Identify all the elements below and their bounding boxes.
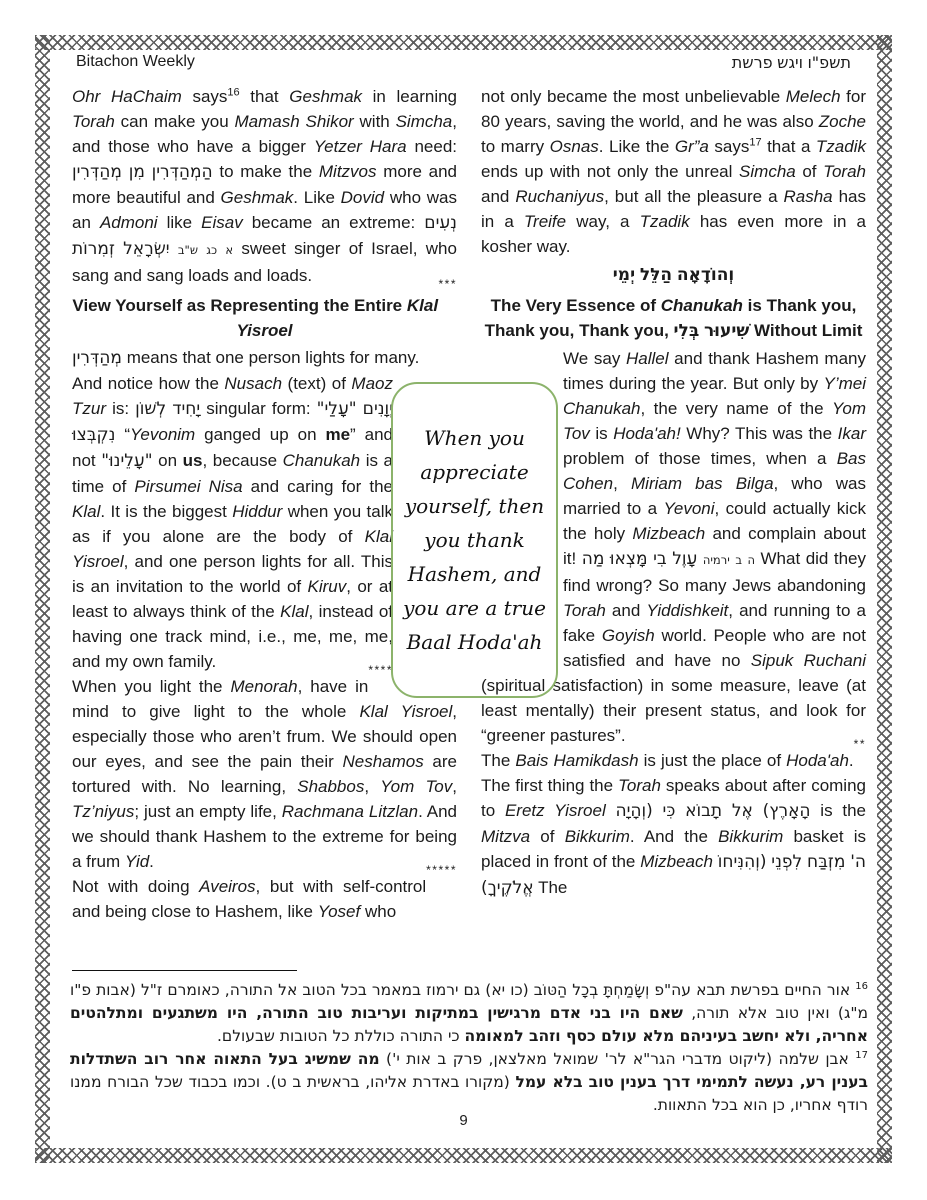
section-heading-essence-of-chanukah: The Very Essence of Chanukah is Thank you, Thank you, Thank you, בְּלִי שִׁיעוּר Without Limit [484,296,863,341]
paragraph-mehadrin-means: מְהַדְּרִין means that one person lights for many. [72,348,420,368]
footnote-separator [72,970,297,971]
page-number: 9 [459,1112,468,1129]
stitch-border-right [877,35,892,1163]
header-parsha-date: פרשת ויגש תשפ"ו [731,53,851,72]
paragraph-melech: not only became the most unbelievable Melech for 80 years, saving the world, and he was also Zoche to marry Osnas. Like the Gr”a says$^{17}$ that a Tzadik ends up with not only the unreal Simcha of Torah and Ruchaniyus, but all the pleasure a Rasha has in a Treife way, a Tzadik has even more in a kosher way. [481,87,867,256]
pull-quote-text: When you appreciate yourself, then you thank Hashem, and you are a true Baal Hoda'ah [403,426,546,654]
paragraph-maoz-tzur: And notice how the Nusach (text) of Maoz Tzur is: לְשׁוֹן יָחִיד singular form: "עָלַי" יְוָנִים נִקְבְּצוּ “Yevonim ganged up on me” and not "עָלֵינוּ" on us, because Chanukah is a time of Pirsumei Nisa and caring for the Klal. It is the biggest Hiddur when you talk as if you alone are the body of Klal Yisroel, and one person lights for all. This is an invitation to the world of Kiruv, or at least to always think of the Klal, instead of having one track mind, i.e., me, me, me, and my own family. **** [72,374,394,677]
footnote-area [70,970,868,1117]
pull-quote-box [391,382,558,698]
paragraph-bais-hamikdash: The Bais Hamikdash is just the place of Hoda'ah. The first thing the Torah speaks about after coming to Eretz Yisroel (וְהָיָה כִּי תָבוֹא אֶל הָאָרֶץ) is the Mitzva of Bikkurim. And the Bikkurim basket is placed in front of the Mizbeach (וְהִנִּיחוֹ לִפְנֵי מִזְבַּח ה' אֱלֹקֶיךָ) The [481,751,867,898]
paragraph-aveiros: Not with doing Aveiros, but with self-control and being close to Hashem, like Yosef who [72,877,427,921]
paragraph-we-say-hallel: We say Hallel and thank Hashem many times during the year. But only by Y’mei Chanukah, the very name of the Yom Tov is Hoda'ah! Why? This was the Ikar problem of those times, when a Bas Cohen, Miriam bas Bilga, who was married to a Yevoni, could actually kick the holy Mizbeach and complain about it! מַה מָּצְאוּ בִי עָוֶל ירמיה ב ה What did they find wrong? So many Jews abandoning Torah and Yiddishkeit, and running to a fake Goyish world. People who are not satisfied and have no Sipuk Ruchani (spiritual satisfaction) in some measure, leave (at least mentally) their present status, and look for “greener pastures”. ** [481,349,867,751]
stitch-border-top [35,35,892,50]
stitch-border-left [35,35,50,1163]
footnote-16: $^{16}$ אור החיים בפרשת תבא עה"פ וְשָׂמַחְתָּ בְכָל הַטּוֹב (כו יא) גם ירמוז במאמר בכל הטוב אל התורה, כאומרם ז"ל (אבות פ"ו מ"ג) ואין טוב אלא תורה, שאם היו בני אדם מרגישין במתיקות ועריבות טוב התורה, היו משתגעים ומתלהטים אחריה, ולא יחשב בעיניהם מלא עולם כסף וזהב למאומה כי התורה כוללת כל הטובות שבעולם. [70,980,868,1045]
paragraph-ohr-hachaim: Ohr HaChaim says$^{16}$ that Geshmak in learning Torah can make you Mamash Shikor with Simcha, and those who have a bigger Yetzer Hara need: מְהַדְּרִין מִן הַמְהַדְּרִין to make the Mitzvos more and more beautiful and Geshmak. Like Dovid who was an Admoni like Eisav became an extreme: נְעִים זְמִרוֹת יִשְׂרָאֵל ש"ב כג א sweet singer of Israel, who sang and sang loads and loads. *** [72,86,458,291]
header-publication-title: Bitachon Weekly [76,53,195,70]
paragraph-menorah: When you light the Menorah, have in mind to give light to the whole Klal Yisroel, especially those who aren’t frum. We should open our eyes, and see the pain their Neshamos are tortured with. No learning, Shabbos, Yom Tov, Tz’niyus; just an empty life, Rachmana Litzlan. And we should thank Hashem to the extreme for being a frum Yid. ***** [72,677,458,877]
stitch-border-bottom [35,1148,892,1163]
footnote-17: $^{17}$ אבן שלמה (ליקוט מדברי הגר"א לר' שמואל מאלצאן, פרק ב אות י') מה שמשיג בעל התאוה אחר רוב השתדלות בענין רע, נעשה לתמימי דרך בענין טוב בלא עמל (מקורו באדרת אליהו, בראשית ב ט). וכמו בכבוד שכל הבורח ממנו רודף אחריו, כן הוא בכל התאוות. [70,1049,869,1114]
section-heading-view-yourself: View Yourself as Representing the Entire Klal Yisroel [72,296,439,340]
section-heading-hebrew-ymei-hallel: יְמֵי הַלֵּל וְהוֹדָאָה [612,265,735,285]
